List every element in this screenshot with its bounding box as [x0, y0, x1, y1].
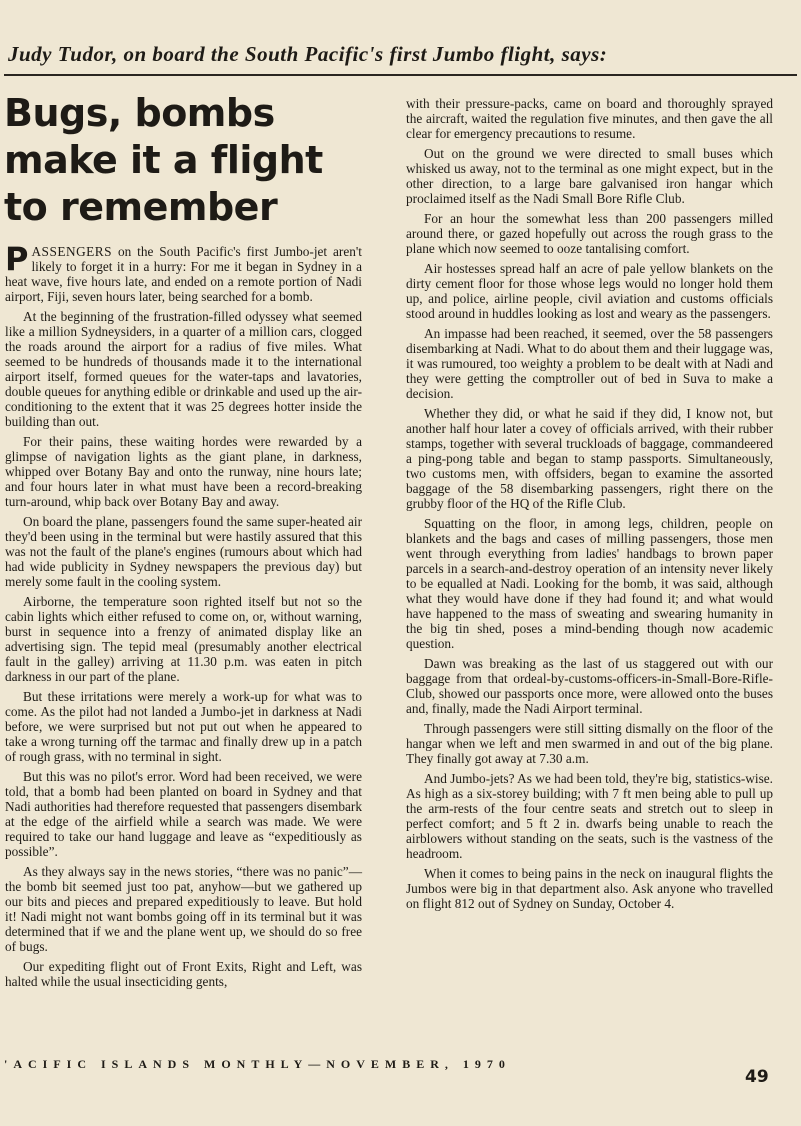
headline-line: make it a flight — [4, 138, 323, 182]
paragraph: with their pressure-packs, came on board and thoroughly sprayed the aircraft, waited the regulation five minutes, and then gave the all clear for emergency precautions to resume. — [406, 96, 773, 141]
headline-line: to remember — [4, 185, 278, 229]
intro-text: on the South Pacific's first Jumbo-jet aren't likely to forget it in a hurry: For me it began in Sydney in a heat wave, five hours late, and ended on a remote portion of Nadi airport, Fiji, seven hours later, being searched for a bomb. — [5, 244, 362, 304]
paragraph: But this was no pilot's error. Word had been received, we were told, that a bomb had been planted on board in Sydney and that Nadi authorities had therefore requested that passengers disembark at the edge of the airfield while a search was made. We were required to take our hand luggage and leave as “expeditiously as possible”. — [5, 769, 362, 859]
intro-paragraph — [5, 240, 362, 304]
article-column-right — [406, 96, 773, 916]
header-rule — [4, 74, 797, 76]
paragraph: For an hour the somewhat less than 200 passengers milled around there, or gazed hopefully out across the rough grass to the plane which now seemed to ooze tantalising comfort. — [406, 211, 773, 256]
paragraph: Out on the ground we were directed to small buses which whisked us away, not to the terminal as one might expect, but in the other direction, to a large bare galvanised iron hangar which proclaimed itself as the Nadi Small Bore Rifle Club. — [406, 146, 773, 206]
paragraph: When it comes to being pains in the neck on inaugural flights the Jumbos were big in that department also. Ask anyone who travelled on flight 812 out of Sydney on Sunday, October 4. — [406, 866, 773, 911]
drop-cap: P — [5, 240, 29, 278]
paragraph: And Jumbo-jets? As we had been told, they're big, statistics-wise. As high as a six-storey building; with 7 ft men being able to pull up the arm-rests of the four centre seats and stretch out to sleep in perfect comfort; and 5 ft 2 in. dwarfs being unable to reach the airblowers without standing on the seats, such is the vastness of the headroom. — [406, 771, 773, 861]
paragraph: On board the plane, passengers found the same super-heated air they'd been using in the terminal but were hastily assured that this was not the fault of the plane's engines (rumours about which had had wide publicity in Sydney newspapers the previous day) but merely some fault in the cooling system. — [5, 514, 362, 589]
paragraph: As they always say in the news stories, “there was no panic”—the bomb bit seemed just too pat, anyhow—but we gathered up our bits and pieces and prepared expeditiously to leave. But hold it! Nadi might not want bombs going off in its terminal but it was determined that if we and the plane went up, we should do so free of bugs. — [5, 864, 362, 954]
paragraph: Whether they did, or what he said if they did, I know not, but another half hour later a covey of officials arrived, with their rubber stamps, together with several truckloads of baggage, commandeered a ping-pong table and began to stamp passports. Simultaneously, two customs men, with offsiders, began to examine the assorted baggage of the 58 disembarking passengers, right there on the grubby floor of the HQ of the Rifle Club. — [406, 406, 773, 511]
intro-caps: ASSENGERS — [31, 244, 113, 259]
paragraph: At the beginning of the frustration-filled odyssey what seemed like a million Sydneysiders, in a quarter of a million cars, clogged the roads around the airport for a radius of five miles. What seemed to be hundreds of thousands made it to the international airport itself, formed queues for the water-taps and lavatories, double queues for anything edible or drinkable and used up the air-conditioning to the extent that it was 25 degrees hotter inside the building than out. — [5, 309, 362, 429]
paragraph: For their pains, these waiting hordes were rewarded by a glimpse of navigation lights as the giant plane, in darkness, whipped over Botany Bay and onto the runway, nine hours late; and four hours later in what must have been a record-breaking turn-around, whip back over Botany Bay and away. — [5, 434, 362, 509]
paragraph: But these irritations were merely a work-up for what was to come. As the pilot had not landed a Jumbo-jet in darkness at Nadi before, we were surprised but not put out when he appeared to take a wrong turning off the tarmac and finally drew up in a patch of rough grass, with no terminal in sight. — [5, 689, 362, 764]
paragraph: An impasse had been reached, it seemed, over the 58 passengers disembarking at Nadi. What to do about them and their luggage was, it was rumoured, too weighty a problem to be dealt with at Nadi and they were getting the comptroller out of bed in Suva to make a decision. — [406, 326, 773, 401]
headline-line: Bugs, bombs — [4, 91, 275, 135]
page-footer: 'ACIFIC ISLANDS MONTHLY—NOVEMBER, 1970 — [4, 1057, 511, 1071]
paragraph: Airborne, the temperature soon righted itself but not so the cabin lights which either refused to come on, or, without warning, burst in sequence into a frenzy of animated display like an advertising sign. The tepid meal (presumably another electrical fault in the galley) arriving at 11.30 p.m. was eaten in pitch darkness in our part of the plane. — [5, 594, 362, 684]
paragraph: Through passengers were still sitting dismally on the floor of the hangar when we left and men swarmed in and out of the big plane. They finally got away at 7.30 a.m. — [406, 721, 773, 766]
kicker-byline: Judy Tudor, on board the South Pacific's first Jumbo flight, says: — [8, 42, 608, 66]
headline — [4, 90, 394, 231]
paragraph: Our expediting flight out of Front Exits, Right and Left, was halted while the usual insecticiding gents, — [5, 959, 362, 989]
page-number: 49 — [745, 1067, 769, 1087]
paragraph: Dawn was breaking as the last of us staggered out with our baggage from that ordeal-by-customs-officers-in-Small-Bore-Rifle-Club, showed our passports once more, were allowed onto the buses and, finally, made the Nadi Airport terminal. — [406, 656, 773, 716]
paragraph: Air hostesses spread half an acre of pale yellow blankets on the dirty cement floor for those whose legs would no longer hold them up, and police, airline people, civil aviation and customs officials stood around in huddles looking as lost and weary as the passengers. — [406, 261, 773, 321]
paragraph: Squatting on the floor, in among legs, children, people on blankets and the bags and cases of milling passengers, those men went through everything from ladies' handbags to brown paper parcels in a search-and-destroy operation of an intensity never likely to be equalled at Nadi. Looking for the bomb, it was said, although what they would have done if they had found it; and what would have happened to the mass of sweating and swearing humanity in the big tin shed, poses a mind-bending though now academic question. — [406, 516, 773, 651]
article-column-left — [5, 240, 362, 994]
